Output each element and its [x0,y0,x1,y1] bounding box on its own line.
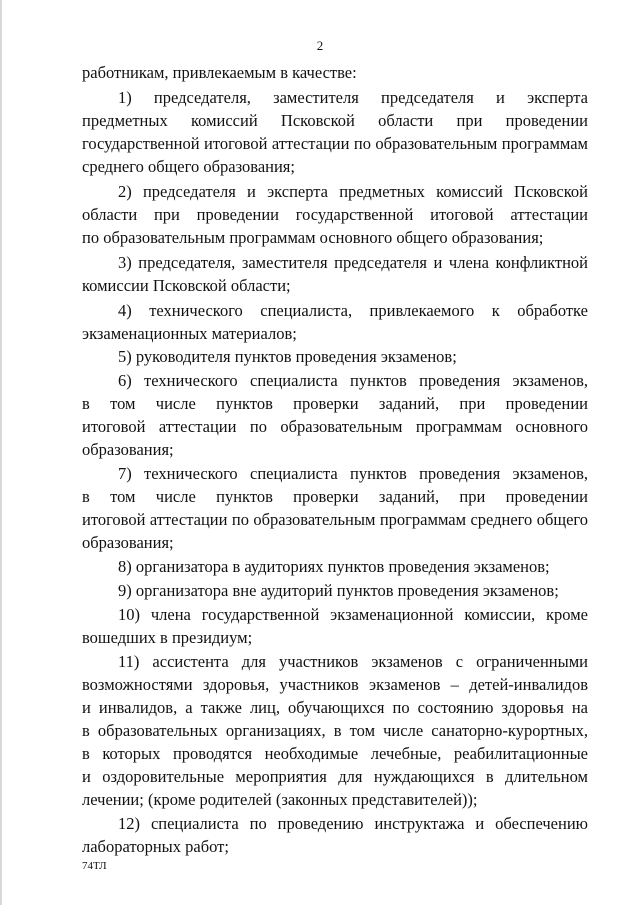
text-line: 2) председателя и эксперта предметных комиссий Псковской [118,182,588,201]
text-line: в которых проводятся необходимые лечебные, реабилитационные [82,744,588,763]
text-line: работникам, привлекаемым в качестве: [82,63,357,82]
text-line: 4) технического специалиста, привлекаемого к обработке [118,301,588,320]
text-line: по образовательным программам основного общего образования; [82,228,544,247]
text-line: 6) технического специалиста пунктов проведения экзаменов, [118,371,588,390]
text-line: 8) организатора в аудиториях пунктов проведения экзаменов; [118,557,550,576]
text-line: экзаменационных материалов; [82,324,297,343]
text-line: государственной итоговой аттестации по образовательным программам [82,134,588,153]
text-line: итоговой аттестации по образовательным программам среднего общего [82,510,588,529]
text-line: возможностями здоровья, участников экзаменов – детей-инвалидов [82,675,588,694]
text-line: лабораторных работ; [82,837,229,856]
text-line: итоговой аттестации по образовательным программам основного [82,417,588,436]
text-line: в том числе пунктов проверки заданий, при проведении [82,487,588,506]
page-number: 2 [316,38,324,53]
text-line: и оздоровительные мероприятия для нуждающихся в длительном [82,767,588,786]
text-line: вошедших в президиум; [82,628,253,647]
text-line: 7) технического специалиста пунктов проведения экзаменов, [118,464,588,483]
text-line: 5) руководителя пунктов проведения экзаменов; [118,347,457,366]
text-line: среднего общего образования; [82,157,295,176]
text-line: лечении; (кроме родителей (законных представителей)); [82,790,478,809]
text-line: 1) председателя, заместителя председателя и эксперта [118,88,588,107]
text-line: области при проведении государственной итоговой аттестации [82,205,588,224]
text-line: 3) председателя, заместителя председателя и члена конфликтной [118,253,588,272]
text-line: в образовательных организациях, в том числе санаторно-курортных, [82,721,588,740]
page-edge [0,0,2,905]
text-line: 11) ассистента для участников экзаменов с ограниченными [118,652,588,671]
text-line: образования; [82,440,174,459]
document-code: 74ТЛ [82,860,107,872]
text-line: 9) организатора вне аудиторий пунктов проведения экзаменов; [118,581,559,600]
text-line: предметных комиссий Псковской области при проведении [82,111,588,130]
text-line: и инвалидов, а также лиц, обучающихся по состоянию здоровья на [82,698,588,717]
text-line: образования; [82,533,174,552]
text-line: комиссии Псковской области; [82,276,291,295]
text-line: 12) специалиста по проведению инструктажа и обеспечению [118,814,588,833]
text-line: 10) члена государственной экзаменационной комиссии, кроме [118,605,588,624]
text-line: в том числе пунктов проверки заданий, при проведении [82,394,588,413]
